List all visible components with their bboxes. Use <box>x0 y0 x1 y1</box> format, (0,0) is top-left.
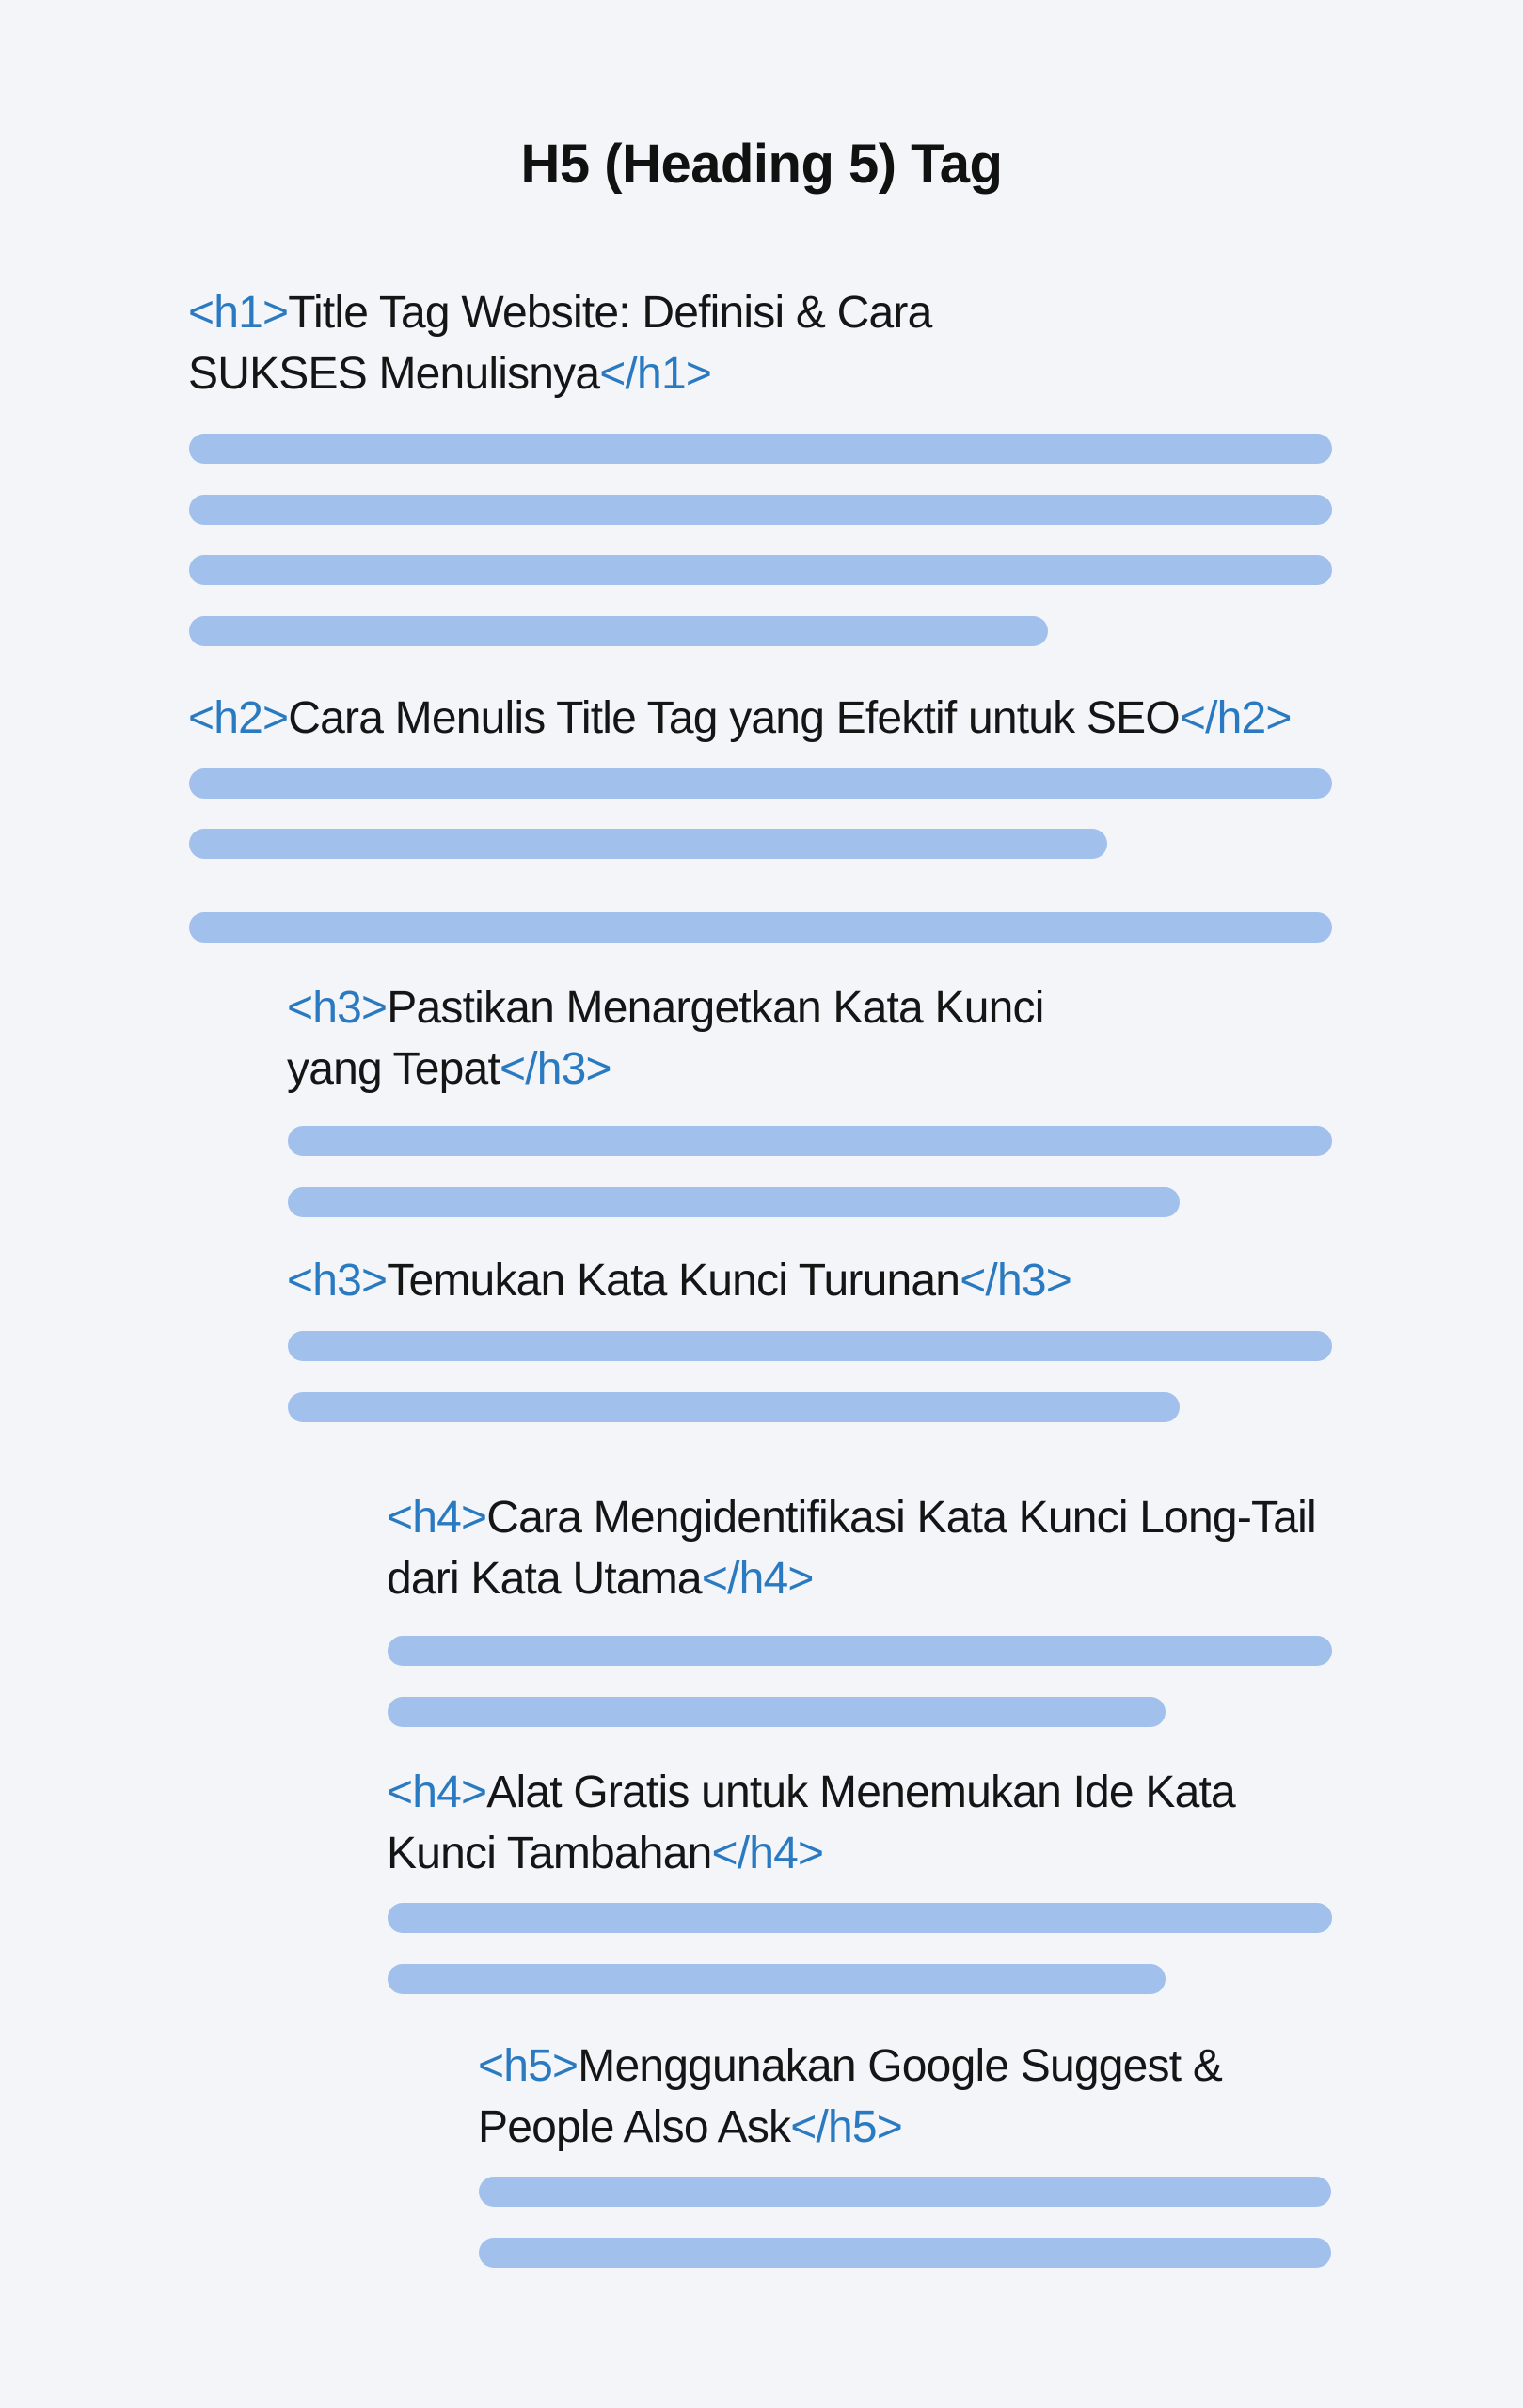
text-placeholder-line <box>189 829 1107 859</box>
heading-text: Title Tag Website: Definisi & Cara SUKSES Menulisnya <box>188 288 932 399</box>
open-tag: <h1> <box>188 288 289 338</box>
open-tag: <h4> <box>387 1493 487 1543</box>
text-placeholder-line <box>189 495 1332 525</box>
heading-h3 <box>287 977 1087 1100</box>
heading-text: Temukan Kata Kunci Turunan <box>387 1256 960 1306</box>
close-tag: </h4> <box>701 1554 814 1604</box>
heading-h2 <box>188 688 1364 749</box>
text-placeholder-line <box>189 912 1332 943</box>
heading-text: Pastikan Menargetkan Kata Kunci yang Tepat <box>287 983 1044 1094</box>
text-placeholder-line <box>388 1697 1166 1727</box>
text-placeholder-line <box>479 2177 1331 2207</box>
text-placeholder-line <box>479 2238 1331 2268</box>
heading-h1 <box>188 282 978 404</box>
text-placeholder-line <box>288 1392 1180 1422</box>
heading-text: Menggunakan Google Suggest & People Also Ask <box>478 2041 1223 2152</box>
text-placeholder-line <box>388 1636 1332 1666</box>
heading-h4 <box>387 1487 1346 1609</box>
heading-text: Cara Mengidentifikasi Kata Kunci Long-Tail dari Kata Utama <box>387 1493 1316 1604</box>
open-tag: <h4> <box>387 1767 487 1817</box>
heading-h4 <box>387 1762 1309 1884</box>
close-tag: </h4> <box>711 1829 824 1878</box>
text-placeholder-line <box>288 1331 1332 1361</box>
close-tag: </h3> <box>499 1044 611 1094</box>
close-tag: </h1> <box>599 349 712 399</box>
text-placeholder-line <box>388 1903 1332 1933</box>
close-tag: </h5> <box>790 2102 903 2152</box>
heading-text: Cara Menulis Title Tag yang Efektif untuk SEO <box>288 693 1180 743</box>
text-placeholder-line <box>388 1964 1166 1994</box>
text-placeholder-line <box>288 1126 1332 1156</box>
page-title: H5 (Heading 5) Tag <box>520 134 1003 195</box>
open-tag: <h5> <box>478 2041 579 2091</box>
close-tag: </h3> <box>960 1256 1071 1306</box>
text-placeholder-line <box>189 555 1332 585</box>
text-placeholder-line <box>288 1187 1180 1217</box>
text-placeholder-line <box>189 616 1048 646</box>
text-placeholder-line <box>189 768 1332 799</box>
open-tag: <h3> <box>287 983 388 1033</box>
open-tag: <h3> <box>287 1256 388 1306</box>
heading-h3 <box>287 1250 1322 1311</box>
heading-text: Alat Gratis untuk Menemukan Ide Kata Kunci Tambahan <box>387 1767 1235 1878</box>
open-tag: <h2> <box>188 693 289 743</box>
text-placeholder-line <box>189 434 1332 464</box>
close-tag: </h2> <box>1179 693 1292 743</box>
heading-h5 <box>478 2036 1296 2158</box>
